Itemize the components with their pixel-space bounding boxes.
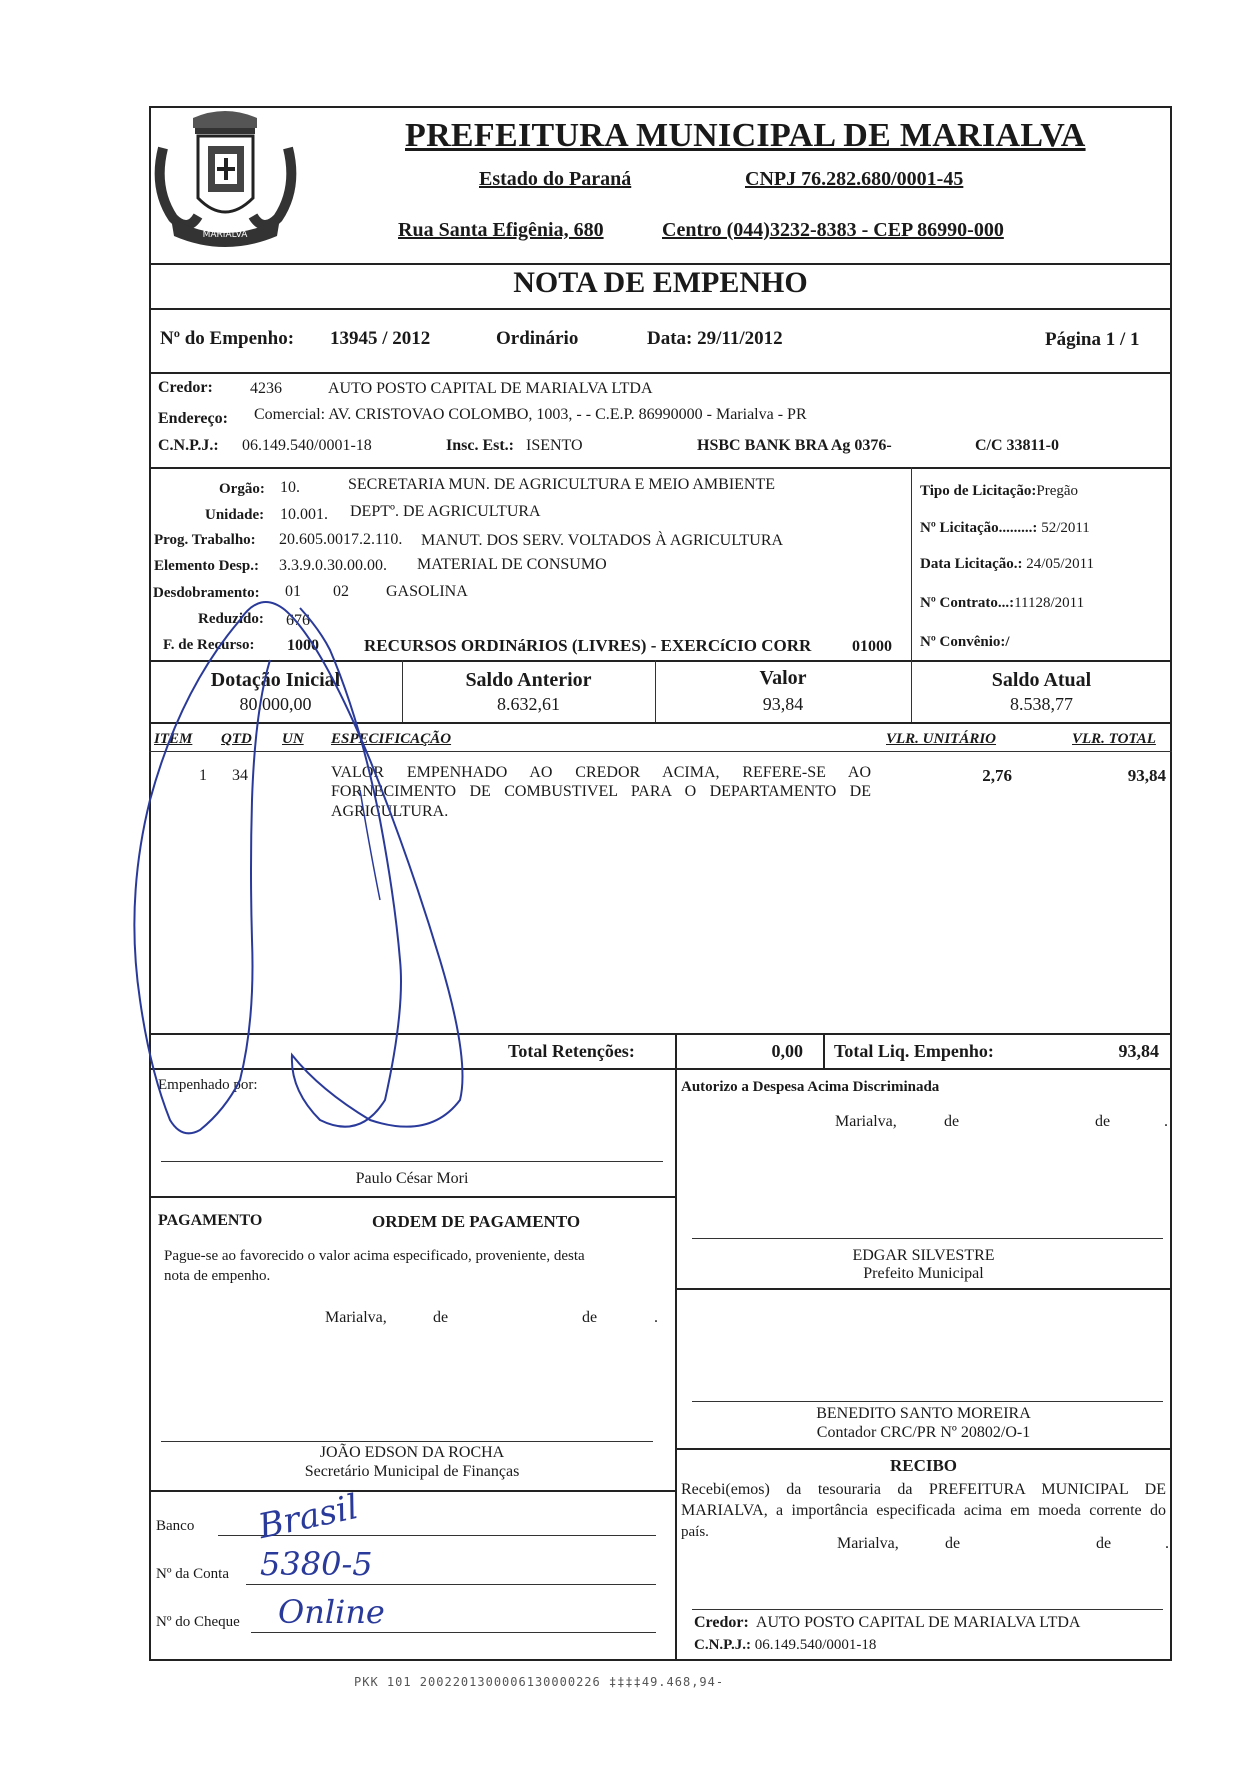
divider <box>149 660 1172 662</box>
recibo-text3: país. <box>681 1524 709 1540</box>
desdob-a: 01 <box>285 583 301 600</box>
header-contact: Centro (044)3232-8383 - CEP 86990-000 <box>662 219 1004 241</box>
cheque-line <box>251 1632 656 1633</box>
svg-text:MARIALVA: MARIALVA <box>202 230 248 240</box>
col-total: VLR. TOTAL <box>1072 731 1156 747</box>
num-licitacao-value: 52/2011 <box>1041 520 1090 536</box>
divider <box>149 1490 675 1492</box>
item-spec-line3: AGRICULTURA. <box>331 803 449 820</box>
saldo-atual-value: 8.538,77 <box>1010 694 1073 714</box>
prefeito-name: EDGAR SILVESTRE <box>852 1247 995 1264</box>
address-label: Endereço: <box>158 410 228 427</box>
item-spec-line1: VALOR EMPENHADO AO CREDOR ACIMA, REFERE-SE AO <box>331 764 871 781</box>
pagamento-dot: . <box>654 1309 658 1326</box>
liquido-value: 93,84 <box>1118 1041 1159 1061</box>
num-licitacao-label: Nº Licitação.........: <box>920 520 1038 536</box>
autorizo-city: Marialva, <box>835 1113 897 1130</box>
footer-code: PKK 101 2002201300006130000226 ‡‡‡‡49.468,94- <box>354 1675 725 1689</box>
conta-handwriting: 5380-5 <box>260 1545 373 1583</box>
insc-label: Insc. Est.: <box>446 437 515 454</box>
divider <box>149 1033 1172 1035</box>
pagamento-de1: de <box>433 1309 449 1326</box>
pagamento-de2: de <box>582 1309 598 1326</box>
divider <box>675 1448 1172 1450</box>
empenhado-label: Empenhado por: <box>158 1077 258 1093</box>
retencoes-label: Total Retenções: <box>508 1041 635 1061</box>
pagamento-city: Marialva, <box>325 1309 387 1326</box>
recibo-de2: de <box>1096 1535 1112 1552</box>
dotacao-inicial-label: Dotação Inicial <box>210 669 341 691</box>
recibo-dot: . <box>1165 1535 1169 1552</box>
empenho-type: Ordinário <box>496 328 579 349</box>
unidade-code: 10.001. <box>280 506 328 523</box>
col-item: ITEM <box>154 731 193 747</box>
unidade-desc: DEPTº. DE AGRICULTURA <box>350 503 541 520</box>
prog-code: 20.605.0017.2.110. <box>279 531 403 548</box>
autorizo-de2: de <box>1095 1113 1111 1130</box>
signature-line <box>692 1238 1163 1239</box>
tipo-licitacao-label: Tipo de Licitação: <box>920 483 1037 499</box>
recurso-label: F. de Recurso: <box>163 637 255 653</box>
convenio-label: Nº Convênio:/ <box>920 634 1010 650</box>
item-qtd: 34 <box>232 767 248 784</box>
coat-of-arms-icon <box>153 108 298 258</box>
desdob-b: 02 <box>333 583 349 600</box>
recibo-text1: Recebi(emos) da tesouraria da PREFEITURA MUNICIPAL DE <box>681 1481 1166 1498</box>
desdob-label: Desdobramento: <box>153 585 260 601</box>
saldo-anterior-value: 8.632,61 <box>497 694 560 714</box>
recurso-code: 1000 <box>287 637 319 654</box>
recibo-text2: MARIALVA, a importância especificada acima em moeda corrente do <box>681 1502 1166 1519</box>
divider <box>675 1068 677 1661</box>
empenho-date: Data: 29/11/2012 <box>647 328 783 349</box>
divider <box>911 467 912 660</box>
saldo-atual-label: Saldo Atual <box>991 669 1092 691</box>
divider <box>149 751 1172 752</box>
col-spec: ESPECIFICAÇÃO <box>331 731 452 747</box>
signature-line <box>692 1401 1163 1402</box>
col-unit: VLR. UNITÁRIO <box>886 731 997 747</box>
saldo-anterior-label: Saldo Anterior <box>465 669 592 691</box>
divider <box>823 1033 825 1068</box>
recurso-desc: RECURSOS ORDINáRIOS (LIVRES) - EXERCíCIO CORR <box>364 636 812 655</box>
contrato-label: Nº Contrato...: <box>920 595 1015 611</box>
divider <box>149 372 1172 374</box>
orgao-label: Orgão: <box>219 481 265 497</box>
empenho-label: Nº do Empenho: <box>160 328 295 349</box>
conta-label: Nº da Conta <box>156 1566 229 1582</box>
liquido-label: Total Liq. Empenho: <box>834 1041 994 1061</box>
orgao-code: 10. <box>280 479 300 496</box>
recibo-de1: de <box>945 1535 961 1552</box>
tipo-licitacao-value: Pregão <box>1036 483 1079 499</box>
autorizo-de1: de <box>944 1113 960 1130</box>
item-total-value: 93,84 <box>1127 766 1166 785</box>
banco-label: Banco <box>156 1518 195 1534</box>
unidade-label: Unidade: <box>205 507 265 523</box>
elemento-desc: MATERIAL DE CONSUMO <box>417 556 607 573</box>
recibo-cnpj-label: C.N.P.J.: <box>694 1637 751 1653</box>
recibo-cnpj-value: 06.149.540/0001-18 <box>754 1637 877 1653</box>
doc-title: NOTA DE EMPENHO <box>513 266 808 299</box>
credor-bank: HSBC BANK BRA Ag 0376- <box>697 437 892 454</box>
signature-line <box>161 1441 653 1442</box>
divider <box>149 263 1172 265</box>
ordem-label: ORDEM DE PAGAMENTO <box>372 1212 581 1231</box>
contador-role: Contador CRC/PR Nº 20802/O-1 <box>816 1424 1031 1441</box>
divider <box>149 467 1172 469</box>
pagamento-text1: Pague-se ao favorecido o valor acima especificado, proveniente, desta <box>164 1248 585 1264</box>
cnpj-label: C.N.P.J.: <box>158 437 219 454</box>
signature-line <box>692 1609 1163 1610</box>
credor-insc: ISENTO <box>526 437 583 454</box>
divider <box>149 1196 675 1198</box>
header-address: Rua Santa Efigênia, 680 <box>398 219 604 241</box>
col-un: UN <box>282 731 304 747</box>
credor-account: C/C 33811-0 <box>975 437 1059 454</box>
recibo-credor-label: Credor: <box>694 1614 749 1631</box>
valor-value: 93,84 <box>762 694 804 714</box>
empenho-number: 13945 / 2012 <box>330 328 431 349</box>
elemento-label: Elemento Desp.: <box>154 558 259 574</box>
data-licitacao-label: Data Licitação.: <box>920 556 1023 572</box>
recurso-fonte: 01000 <box>852 638 892 655</box>
credor-label: Credor: <box>158 379 213 396</box>
header-cnpj: CNPJ 76.282.680/0001-45 <box>745 168 964 190</box>
signature-line <box>161 1161 663 1162</box>
pagamento-label: PAGAMENTO <box>158 1212 263 1229</box>
empenhado-name: Paulo César Mori <box>355 1170 469 1187</box>
reduzido-code: 676 <box>286 612 310 629</box>
header-state: Estado do Paraná <box>479 168 632 190</box>
autorizo-dot: . <box>1164 1113 1168 1130</box>
item-spec-line2: FORNECIMENTO DE COMBUSTIVEL PARA O DEPARTAMENTO DE <box>331 783 871 800</box>
credor-cnpj: 06.149.540/0001-18 <box>242 437 372 454</box>
divider <box>149 1068 1172 1070</box>
contador-name: BENEDITO SANTO MOREIRA <box>816 1405 1031 1422</box>
empenho-page: Página 1 / 1 <box>1045 329 1140 350</box>
credor-code: 4236 <box>250 380 282 397</box>
prog-label: Prog. Trabalho: <box>154 532 256 548</box>
secretario-name: JOÃO EDSON DA ROCHA <box>319 1444 505 1461</box>
divider <box>149 308 1172 310</box>
divider <box>675 1288 1172 1290</box>
item-number: 1 <box>199 767 207 784</box>
cheque-handwriting: Online <box>278 1593 385 1631</box>
prefeito-role: Prefeito Municipal <box>863 1265 984 1282</box>
recibo-city: Marialva, <box>837 1535 899 1552</box>
col-qtd: QTD <box>221 731 252 747</box>
cheque-label: Nº do Cheque <box>156 1614 240 1630</box>
orgao-desc: SECRETARIA MUN. DE AGRICULTURA E MEIO AMBIENTE <box>348 476 776 493</box>
pagamento-text2: nota de empenho. <box>164 1268 271 1284</box>
desdob-desc: GASOLINA <box>386 583 468 600</box>
recibo-credor-name: AUTO POSTO CAPITAL DE MARIALVA LTDA <box>755 1614 1081 1631</box>
prog-desc: MANUT. DOS SERV. VOLTADOS À AGRICULTURA <box>421 532 784 549</box>
credor-address: Comercial: AV. CRISTOVAO COLOMBO, 1003, - - C.E.P. 86990000 - Marialva - PR <box>254 406 807 423</box>
recibo-title: RECIBO <box>889 1456 958 1475</box>
secretario-role: Secretário Municipal de Finanças <box>304 1463 520 1480</box>
valor-label: Valor <box>759 667 807 689</box>
reduzido-label: Reduzido: <box>198 611 264 627</box>
data-licitacao-value: 24/05/2011 <box>1026 556 1095 572</box>
autorizo-label: Autorizo a Despesa Acima Discriminada <box>681 1079 940 1095</box>
contrato-value: 11128/2011 <box>1014 595 1085 611</box>
retencoes-value: 0,00 <box>771 1041 803 1061</box>
conta-line <box>246 1584 656 1585</box>
dotacao-inicial-value: 80.000,00 <box>239 694 312 714</box>
credor-name: AUTO POSTO CAPITAL DE MARIALVA LTDA <box>328 380 653 397</box>
banco-handwriting: Brasil <box>254 1486 362 1548</box>
divider <box>675 1033 677 1068</box>
elemento-code: 3.3.9.0.30.00.00. <box>279 557 387 574</box>
divider <box>149 722 1172 724</box>
header-title: PREFEITURA MUNICIPAL DE MARIALVA <box>405 117 1086 154</box>
item-unit-value: 2,76 <box>982 766 1012 785</box>
